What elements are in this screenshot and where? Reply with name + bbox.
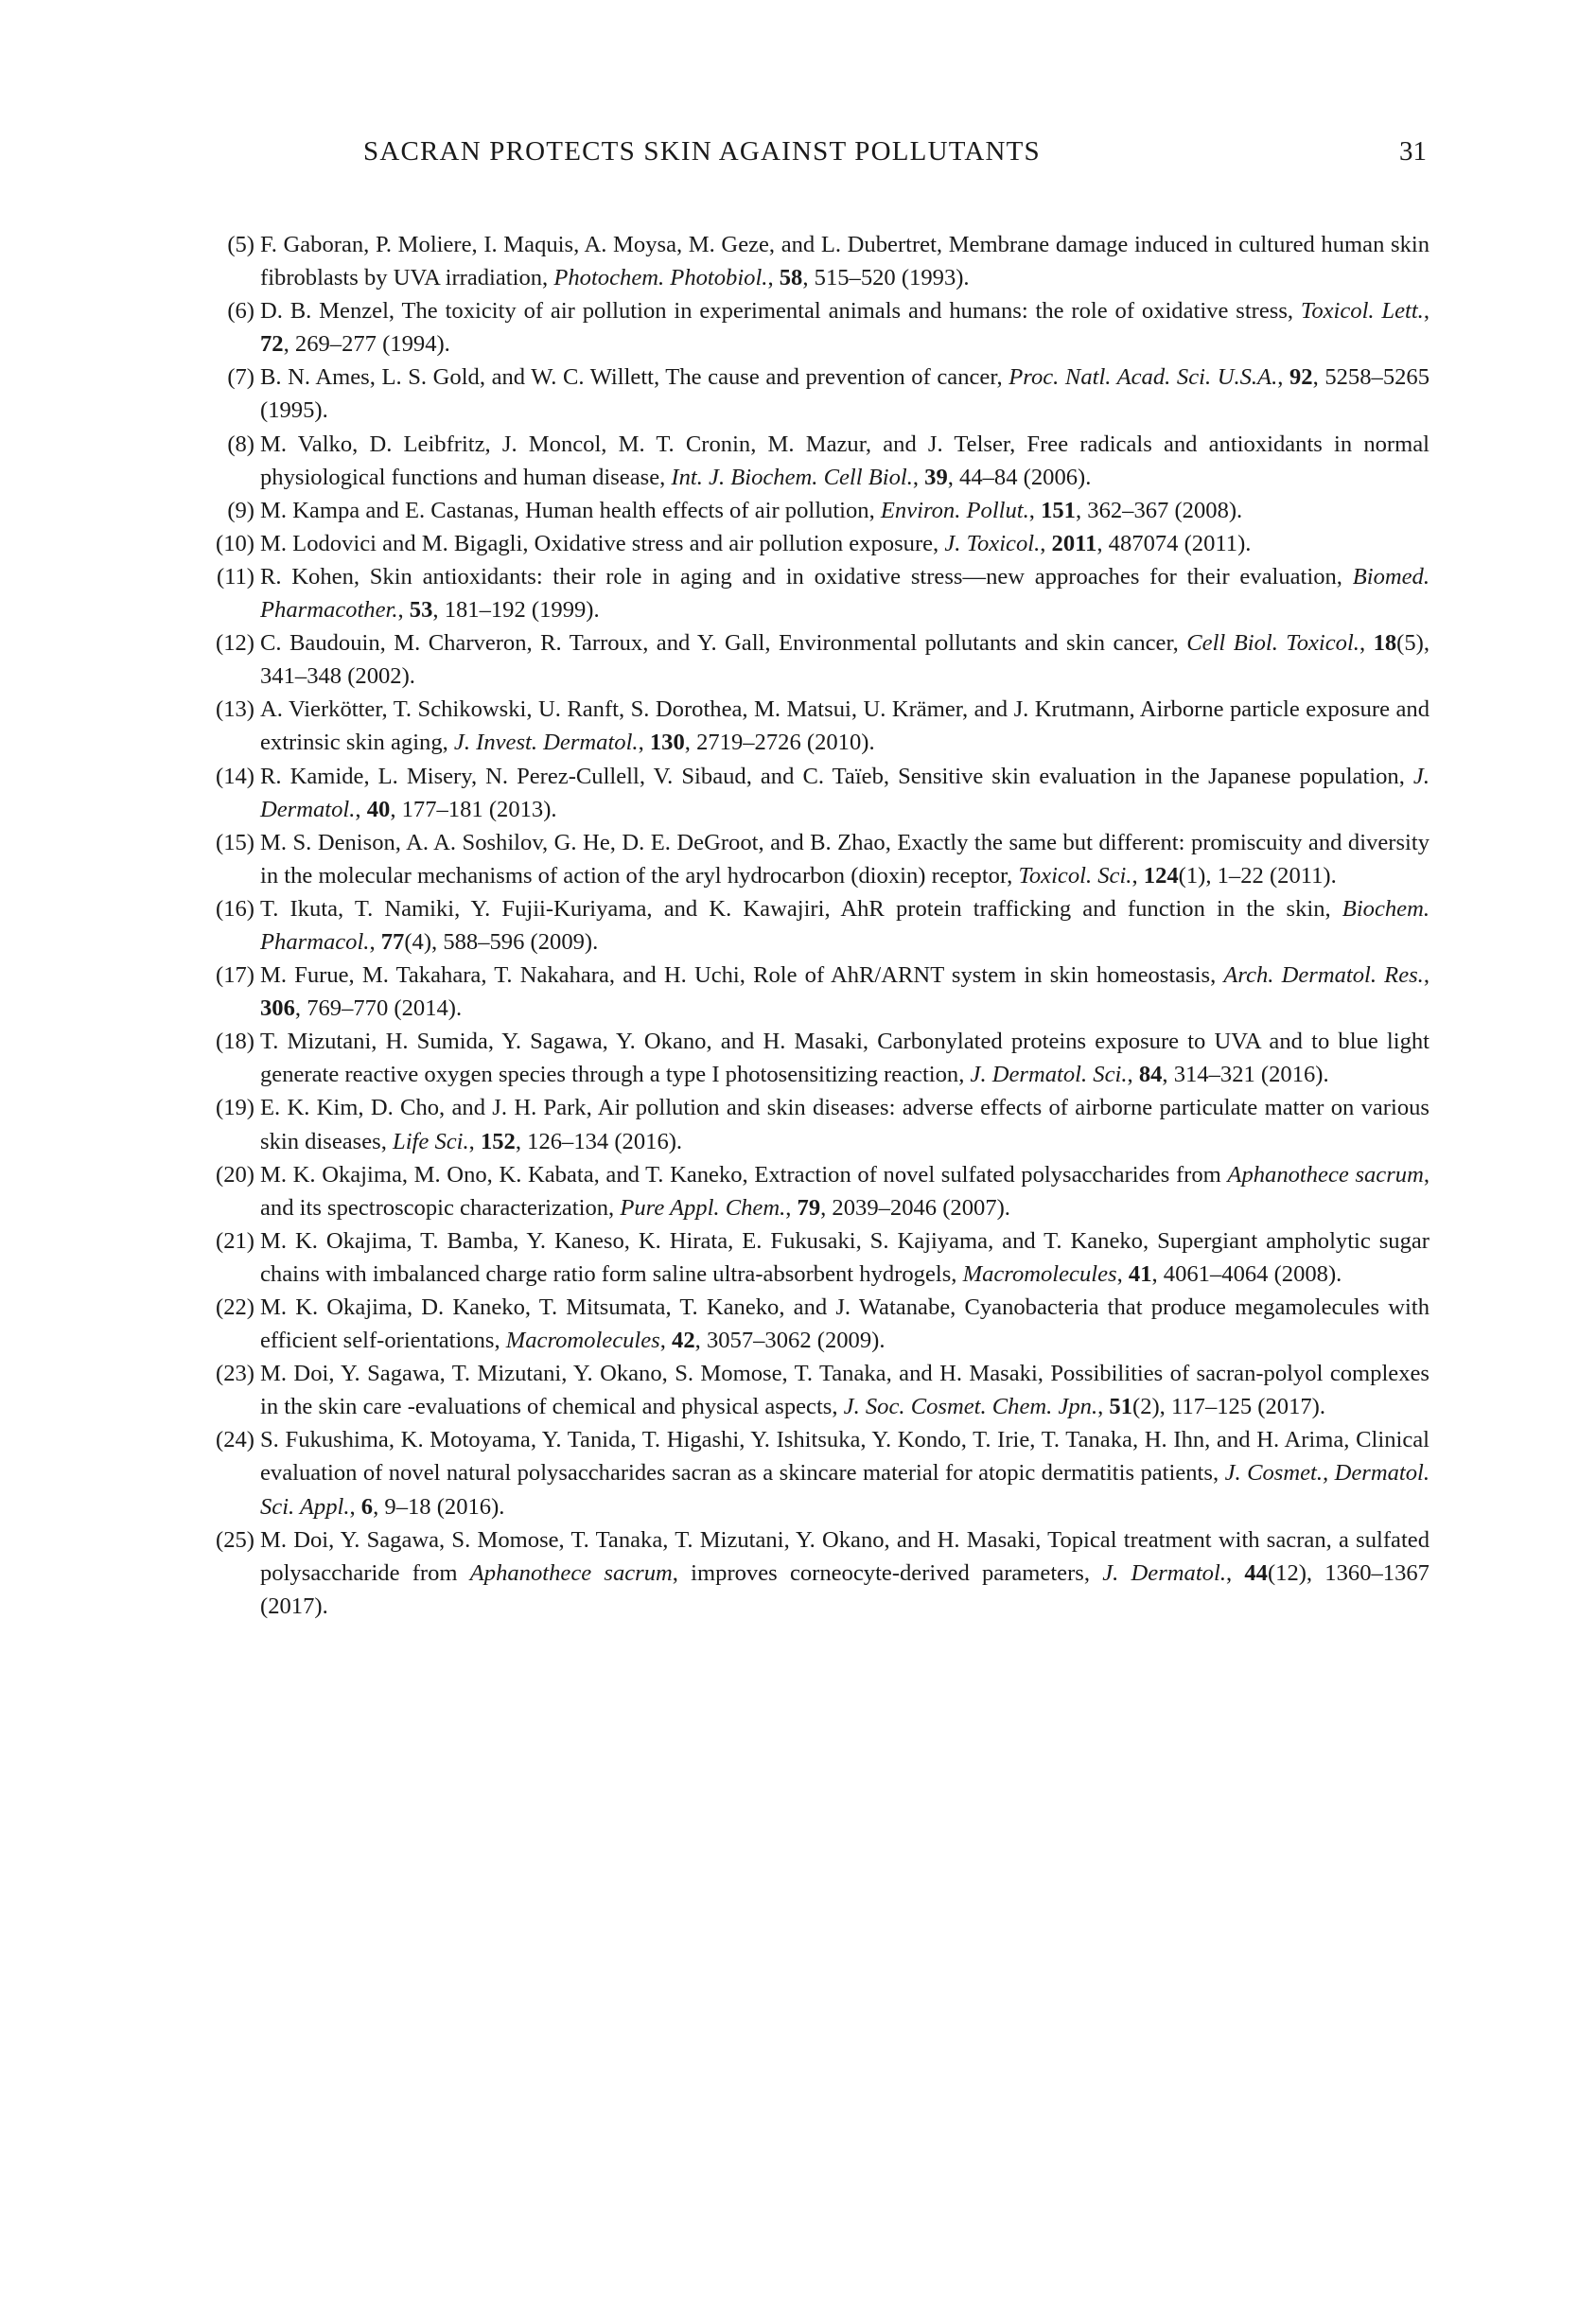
volume-number: 51 xyxy=(1109,1394,1132,1420)
reference-text: M. Doi, Y. Sagawa, T. Mizutani, Y. Okano, S. Momose, T. Tanaka, and H. Masaki, Possibilities of sacran-polyol complexes in the skin care -evaluations of chemical and physical aspects, J. Soc. Cosmet. Chem. Jpn., 51(2), 117–125 (2017). xyxy=(260,1361,1429,1420)
reference-text: T. Ikuta, T. Namiki, Y. Fujii-Kuriyama, and K. Kawajiri, AhR protein trafficking and function in the skin, Biochem. Pharmacol., 77(4), 588–596 (2009). xyxy=(260,895,1429,955)
journal-name: J. Dermatol. xyxy=(260,763,1429,822)
reference-number: (7) xyxy=(227,364,254,391)
reference-number: (13) xyxy=(216,696,254,723)
volume-number: 6 xyxy=(360,1493,374,1520)
volume-number: 40 xyxy=(366,796,391,822)
reference-number: (11) xyxy=(216,563,254,590)
reference-item xyxy=(0,1224,1596,1291)
volume-number: 92 xyxy=(1289,364,1313,391)
reference-item xyxy=(0,1523,1596,1623)
reference-text: F. Gaboran, P. Moliere, I. Maquis, A. Moysa, M. Geze, and L. Dubertret, Membrane damage induced in cultured human skin fibroblasts by UVA irradiation, Photochem. Photobiol., 58, 515–520 (1993). xyxy=(260,232,1429,291)
reference-text: R. Kohen, Skin antioxidants: their role in aging and in oxidative stress—new approaches for their evaluation, Biomed. Pharmacother., 53, 181–192 (1999). xyxy=(260,563,1429,624)
journal-name: Cell Biol. Toxicol. xyxy=(1186,630,1359,657)
journal-name: Biochem. Pharmacol. xyxy=(260,895,1429,955)
journal-name: Toxicol. Sci. xyxy=(1018,862,1132,889)
reference-item xyxy=(0,294,1596,361)
reference-item xyxy=(0,1357,1596,1423)
reference-text: M. Furue, M. Takahara, T. Nakahara, and H. Uchi, Role of AhR/ARNT system in skin homeostasis, Arch. Dermatol. Res., 306, 769–770 (2014). xyxy=(260,962,1429,1022)
page-number: 31 xyxy=(1399,136,1427,167)
reference-text: E. K. Kim, D. Cho, and J. H. Park, Air pollution and skin diseases: adverse effects of airborne particulate matter on various skin diseases, Life Sci., 152, 126–134 (2016). xyxy=(260,1095,1429,1154)
reference-number: (5) xyxy=(227,232,254,257)
reference-text: D. B. Menzel, The toxicity of air pollution in experimental animals and humans: the role of oxidative stress, Toxicol. Lett., 72, 269–277 (1994). xyxy=(260,298,1429,358)
reference-number: (23) xyxy=(216,1361,254,1387)
reference-item xyxy=(0,228,1596,294)
reference-text: M. S. Denison, A. A. Soshilov, G. He, D. E. DeGroot, and B. Zhao, Exactly the same but different: promiscuity and diversity in the molecular mechanisms of action of the aryl hydrocarbon (dioxin) receptor, Toxicol. Sci., 124(1), 1–22 (2011). xyxy=(260,829,1429,889)
reference-item xyxy=(0,959,1596,1025)
volume-number: 152 xyxy=(480,1128,516,1154)
journal-name: J. Dermatol. Sci. xyxy=(970,1062,1128,1088)
volume-number: 41 xyxy=(1128,1260,1152,1287)
reference-item xyxy=(0,428,1596,494)
reference-item xyxy=(0,527,1596,560)
reference-number: (12) xyxy=(216,630,254,657)
running-title: SACRAN PROTECTS SKIN AGAINST POLLUTANTS xyxy=(363,136,1041,167)
reference-text: S. Fukushima, K. Motoyama, Y. Tanida, T. Higashi, Y. Ishitsuka, Y. Kondo, T. Irie, T. Tanaka, H. Ihn, and H. Arima, Clinical evaluation of novel natural polysaccharides sacran as a skincare material for atopic dermatitis patients, J. Cosmet., Dermatol. Sci. Appl., 6, 9–18 (2016). xyxy=(260,1427,1430,1520)
journal-name: Arch. Dermatol. Res. xyxy=(1223,962,1424,989)
reference-text: R. Kamide, L. Misery, N. Perez-Cullell, V. Sibaud, and C. Taïeb, Sensitive skin evaluation in the Japanese population, J. Dermatol., 40, 177–181 (2013). xyxy=(260,763,1429,822)
reference-text: A. Vierkötter, T. Schikowski, U. Ranft, S. Dorothea, M. Matsui, U. Krämer, and J. Krutmann, Airborne particle exposure and extrinsic skin aging, J. Invest. Dermatol., 130, 2719–2726 (2010). xyxy=(260,696,1429,756)
reference-number: (16) xyxy=(216,895,254,922)
journal-name: Toxicol. Lett. xyxy=(1300,298,1424,325)
volume-number: 151 xyxy=(1041,497,1076,523)
journal-name: Int. J. Biochem. Cell Biol. xyxy=(671,464,913,490)
volume-number: 79 xyxy=(797,1194,821,1221)
page-header xyxy=(0,131,1596,172)
reference-item xyxy=(0,693,1596,759)
volume-number: 39 xyxy=(924,464,948,490)
reference-item xyxy=(0,560,1596,626)
volume-number: 72 xyxy=(260,331,284,358)
reference-number: (25) xyxy=(216,1526,254,1553)
journal-name: Aphanothece sacrum xyxy=(469,1559,673,1586)
journal-name: J. Cosmet., Dermatol. Sci. Appl. xyxy=(260,1460,1430,1520)
journal-name: Life Sci. xyxy=(393,1128,469,1154)
reference-text: M. K. Okajima, D. Kaneko, T. Mitsumata, T. Kaneko, and J. Watanabe, Cyanobacteria that produce megamolecules with efficient self-orientations, Macromolecules, 42, 3057–3062 (2009). xyxy=(260,1294,1429,1354)
reference-text: B. N. Ames, L. S. Gold, and W. C. Willett, The cause and prevention of cancer, Proc. Natl. Acad. Sci. U.S.A., 92, 5258–5265 (1995). xyxy=(260,364,1430,424)
reference-item xyxy=(0,494,1596,527)
reference-text: T. Mizutani, H. Sumida, Y. Sagawa, Y. Okano, and H. Masaki, Carbonylated proteins exposure to UVA and to blue light generate reactive oxygen species through a type I photosensitizing reaction, J. Dermatol. Sci., 84, 314–321 (2016). xyxy=(260,1029,1429,1088)
volume-number: 42 xyxy=(672,1328,695,1354)
reference-text: C. Baudouin, M. Charveron, R. Tarroux, and Y. Gall, Environmental pollutants and skin cancer, Cell Biol. Toxicol., 18(5), 341–348 (2002). xyxy=(260,630,1429,690)
reference-number: (18) xyxy=(216,1029,254,1055)
reference-number: (21) xyxy=(216,1227,254,1254)
reference-number: (24) xyxy=(216,1427,254,1453)
reference-item xyxy=(0,760,1596,826)
reference-number: (19) xyxy=(216,1095,254,1121)
journal-name: J. Soc. Cosmet. Chem. Jpn. xyxy=(843,1394,1098,1420)
volume-number: 130 xyxy=(649,730,685,756)
volume-number: 58 xyxy=(779,265,803,291)
journal-name: Macromolecules xyxy=(962,1260,1117,1287)
journal-name: Pure Appl. Chem. xyxy=(620,1194,786,1221)
reference-text: M. K. Okajima, M. Ono, K. Kabata, and T. Kaneko, Extraction of novel sulfated polysaccharides from Aphanothece sacrum, and its spectroscopic characterization, Pure Appl. Chem., 79, 2039–2046 (2007). xyxy=(260,1161,1430,1221)
journal-name: Proc. Natl. Acad. Sci. U.S.A. xyxy=(1008,364,1278,391)
journal-name: Aphanothece sacrum xyxy=(1227,1161,1424,1188)
reference-number: (15) xyxy=(216,829,254,855)
reference-text: M. K. Okajima, T. Bamba, Y. Kaneso, K. Hirata, E. Fukusaki, S. Kajiyama, and T. Kaneko, Supergiant ampholytic sugar chains with imbalanced charge ratio form saline ultra-absorbent hydrogels, Macromolecules, 41, 4061–4064 (2008). xyxy=(260,1227,1429,1287)
reference-item xyxy=(0,626,1596,693)
volume-number: 18 xyxy=(1373,630,1397,657)
reference-item xyxy=(0,361,1596,427)
volume-number: 77 xyxy=(380,928,405,955)
reference-item xyxy=(0,1291,1596,1357)
reference-number: (17) xyxy=(216,962,254,989)
reference-number: (8) xyxy=(227,431,254,457)
volume-number: 124 xyxy=(1143,862,1179,889)
volume-number: 44 xyxy=(1244,1559,1268,1586)
reference-number: (10) xyxy=(216,530,254,556)
reference-text: M. Doi, Y. Sagawa, S. Momose, T. Tanaka, T. Mizutani, Y. Okano, and H. Masaki, Topical treatment with sacran, a sulfated polysaccharide from Aphanothece sacrum, improves corneocyte-derived parameters, J. Dermatol., 44(12), 1360–1367 (2017). xyxy=(260,1526,1429,1619)
journal-name: J. Dermatol. xyxy=(1102,1559,1226,1586)
volume-number: 84 xyxy=(1138,1062,1163,1088)
volume-number: 2011 xyxy=(1051,530,1097,556)
reference-number: (6) xyxy=(227,298,254,325)
reference-list xyxy=(0,228,1596,1623)
reference-number: (20) xyxy=(216,1161,254,1188)
journal-name: J. Invest. Dermatol. xyxy=(453,730,639,756)
reference-item xyxy=(0,1091,1596,1157)
reference-item xyxy=(0,1025,1596,1091)
reference-item xyxy=(0,826,1596,892)
reference-text: M. Lodovici and M. Bigagli, Oxidative stress and air pollution exposure, J. Toxicol., 2011, 487074 (2011). xyxy=(260,530,1252,556)
journal-name: Macromolecules xyxy=(505,1328,660,1354)
journal-name: Environ. Pollut. xyxy=(880,497,1029,523)
journal-name: J. Toxicol. xyxy=(944,530,1041,556)
reference-number: (14) xyxy=(216,763,254,789)
reference-item xyxy=(0,1423,1596,1523)
journal-name: Biomed. Pharmacother. xyxy=(260,563,1429,624)
volume-number: 306 xyxy=(260,995,295,1022)
journal-name: Photochem. Photobiol. xyxy=(553,265,768,291)
reference-number: (9) xyxy=(227,497,254,523)
reference-item xyxy=(0,892,1596,959)
reference-number: (22) xyxy=(216,1294,254,1320)
reference-item xyxy=(0,1158,1596,1224)
reference-text: M. Kampa and E. Castanas, Human health effects of air pollution, Environ. Pollut., 151, 362–367 (2008). xyxy=(260,497,1243,523)
volume-number: 53 xyxy=(409,597,433,624)
reference-text: M. Valko, D. Leibfritz, J. Moncol, M. T. Cronin, M. Mazur, and J. Telser, Free radicals and antioxidants in normal physiological functions and human disease, Int. J. Biochem. Cell Biol., 39, 44–84 (2006). xyxy=(260,431,1429,490)
